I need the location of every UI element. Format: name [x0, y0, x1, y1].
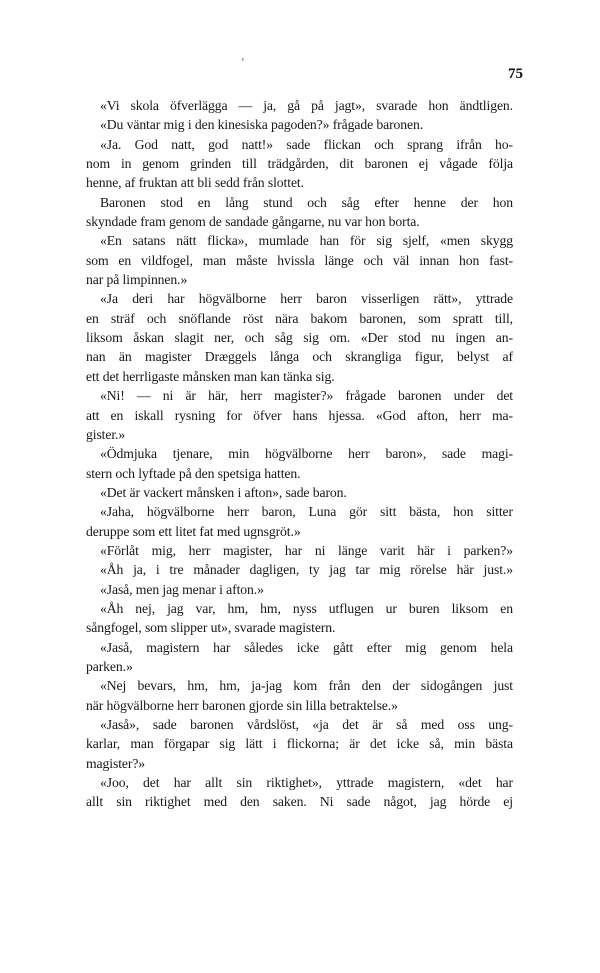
text-line: allt sin riktighet med den saken. Ni sade något, jag hörde ej [86, 794, 513, 810]
text-line: henne, af fruktan att bli sedd från slottet. [86, 175, 304, 191]
text-line: sångfogel, som slipper ut», svarade magistern. [86, 620, 336, 636]
text-line: Baronen stod en lång stund och såg efter henne der hon [100, 194, 513, 210]
text-line: «Du väntar mig i den kinesiska pagoden?» frågade baronen. [100, 117, 424, 133]
text-line: «Åh nej, jag var, hm, hm, nyss utflugen ur buren liksom en [100, 600, 513, 616]
stray-ink-mark: ’ [241, 56, 245, 69]
text-line: när högvälborne herr baronen gjorde sin lilla betraktelse.» [86, 697, 398, 713]
text-line: parken.» [86, 658, 133, 674]
page-number: 75 [508, 66, 523, 82]
text-line: «Jaså, men jag menar i afton.» [100, 581, 264, 597]
text-line: «Ni! — ni är här, herr magister?» frågade baronen under det [100, 388, 513, 404]
text-line: «Vi skola öfverlägga — ja, gå på jagt», svarade hon ändtligen. [100, 98, 513, 113]
text-line: karlar, man förgapar sig lätt i flickorna; är det icke så, min bästa [86, 736, 513, 752]
text-line: «Jaså, magistern har således icke gått efter mig genom hela [100, 639, 513, 655]
text-line: nom in genom grinden till trädgården, dit baronen ej vågade följa [86, 156, 513, 172]
text-line: «Jaså», sade baronen vårdslöst, «ja det är så med oss ung- [100, 717, 513, 732]
text-line: att en iskall rysning for öfver hans hjessa. «God afton, herr ma- [86, 407, 513, 423]
text-line: «Det är vackert månsken i afton», sade baron. [100, 484, 347, 500]
text-line: «Jaha, högvälborne herr baron, Luna gör sitt bästa, hon sitter [100, 504, 513, 520]
body-text [86, 96, 513, 812]
text-line: en sträf och snöflande röst nära bakom baronen, som spratt till, [86, 310, 513, 326]
text-line: «Ödmjuka tjenare, min högvälborne herr baron», sade magi- [100, 446, 513, 462]
text-line: liksom åskan slagit ner, och såg sig om. «Der stod nu ingen an- [86, 330, 513, 346]
text-line: stern och lyftade på den spetsiga hatten. [86, 465, 301, 481]
text-line: som en vildfogel, man måste hvissla länge och väl innan hon fast- [86, 252, 513, 268]
text-line: «Ja. God natt, god natt!» sade flickan och sprang ifrån ho- [100, 136, 513, 152]
text-line: magister?» [86, 755, 146, 771]
text-line: «Förlåt mig, herr magister, har ni länge varit här i parken?» [100, 542, 513, 558]
text-line: ett det herrligaste månsken man kan tänka sig. [86, 368, 335, 384]
text-line: skyndade fram genom de sandade gångarne, nu var hon borta. [86, 214, 420, 230]
text-line: deruppe som ett litet fat med ugnsgröt.» [86, 523, 301, 539]
text-line: gister.» [86, 426, 126, 442]
text-line: «Åh ja, i tre månader dagligen, ty jag tar mig rörelse här just.» [100, 562, 513, 578]
text-line: nan än magister Dræggels långa och skrangliga figur, belyst af [86, 349, 513, 365]
text-line: «Joo, det har allt sin riktighet», yttrade magistern, «det har [100, 775, 513, 791]
text-line: «Ja deri har högvälborne herr baron visserligen rätt», yttrade [100, 291, 513, 307]
text-line: «Nej bevars, hm, hm, ja-jag kom från den der sidogången just [100, 678, 513, 694]
text-line: «En satans nätt flicka», mumlade han för sig sjelf, «men skygg [100, 233, 513, 249]
text-line: nar på limpinnen.» [86, 272, 188, 288]
